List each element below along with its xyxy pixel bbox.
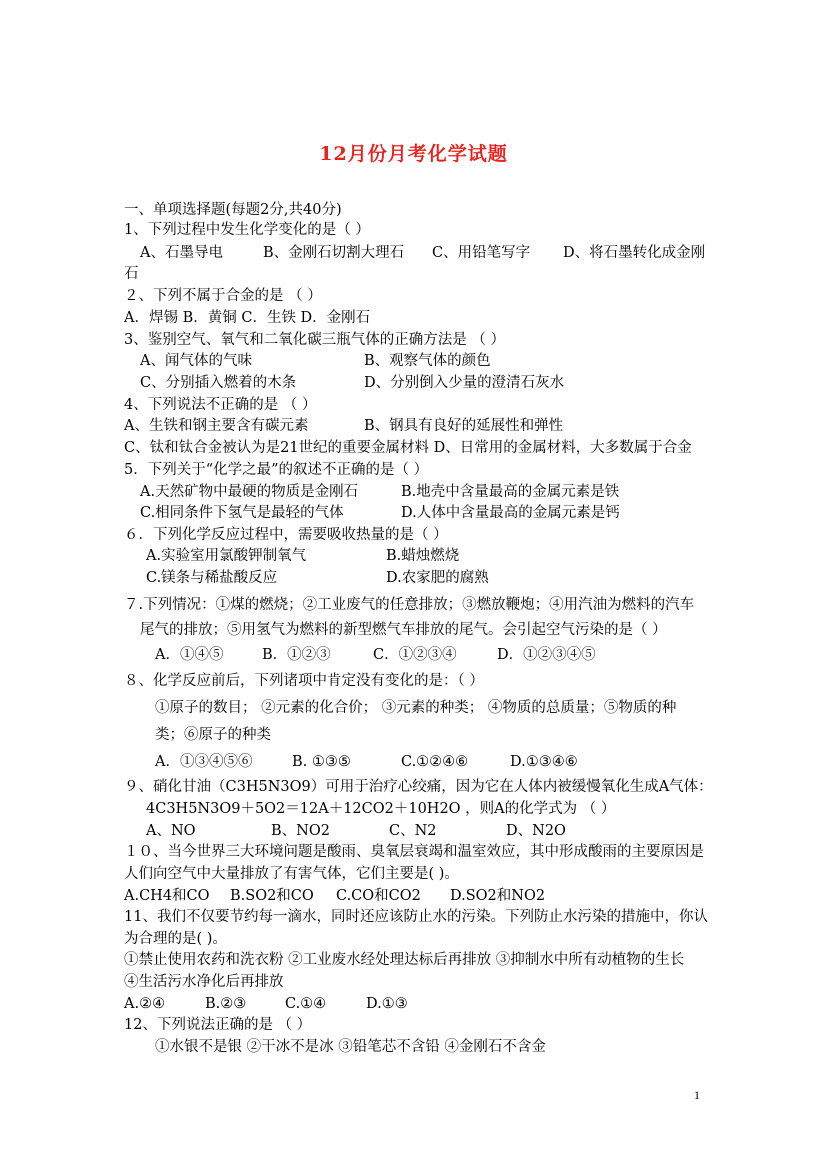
question-5-option-d: D.人体中含量最高的金属元素是钙 xyxy=(401,505,620,521)
question-7-stem: ７.下列情况：①煤的燃烧；②工业废气的任意排放；③燃放鞭炮；④用汽油为燃料的汽车 xyxy=(124,597,695,613)
question-1-stem: 1、下列过程中发生化学变化的是（ ） xyxy=(124,222,370,238)
question-5-stem: 5．下列关于“化学之最”的叙述不正确的是（ ） xyxy=(124,462,429,478)
question-5-option-a: A.天然矿物中最硬的物质是金刚石 xyxy=(140,484,359,500)
question-10-option-d: D.SO2和NO2 xyxy=(450,888,546,904)
question-7-option-a: A．①④⑤ xyxy=(155,647,224,663)
question-9-option-a: A、NO xyxy=(146,823,196,839)
question-9-equation: 4C3H5N3O9＋5O2＝12A＋12CO2＋10H2O ，则A的化学式为 （ ） xyxy=(146,801,616,817)
question-10-option-a: A.CH4和CO xyxy=(124,888,210,904)
question-11-option-c: C.①④ xyxy=(285,996,327,1012)
question-3-stem: 3、鉴别空气、氧气和二氧化碳三瓶气体的正确方法是 （ ） xyxy=(124,332,505,348)
question-6-stem: ６．下列化学反应过程中，需要吸收热量的是（ ） xyxy=(124,527,448,543)
question-11-stem: 11、我们不仅要节约每一滴水，同时还应该防止水的污染。下列防止水污染的措施中，你认 xyxy=(124,909,708,925)
question-2-stem: ２、下列不属于合金的是 （ ） xyxy=(124,288,322,304)
page-number: 1 xyxy=(694,1088,700,1102)
question-8-option-d: D.①③④⑥ xyxy=(510,754,578,770)
question-6-option-d: D.农家肥的腐熟 xyxy=(386,570,489,586)
question-9-option-c: C、N2 xyxy=(389,823,437,839)
question-5-option-c: C.相同条件下氢气是最轻的气体 xyxy=(140,505,344,521)
question-6-option-b: B.蜡烛燃烧 xyxy=(386,548,460,564)
question-9-option-b: B、NO2 xyxy=(271,823,330,839)
question-4-option-a: A、生铁和钢主要含有碳元素 xyxy=(124,418,309,434)
question-2-options: A．焊锡 B．黄铜 C．生铁 D．金刚石 xyxy=(124,310,371,326)
question-11-option-d: D.①③ xyxy=(366,996,408,1012)
question-12-items: ①水银不是银 ②干冰不是冰 ③铅笔芯不含铅 ④金刚石不含金 xyxy=(155,1039,546,1055)
question-8-stem: ８、化学反应前后，下列诸项中肯定没有变化的是：（ ） xyxy=(124,673,484,689)
question-9-stem: ９、硝化甘油（C3H5N3O9）可用于治疗心绞痛，因为它在人体内被缓慢氧化生成A气体： xyxy=(124,779,713,795)
question-8-items-cont: 类；⑥原子的种类 xyxy=(155,727,271,743)
question-11-items: ①禁止使用农药和洗衣粉 ②工业废水经处理达标后再排放 ③抑制水中所有动植物的生长 xyxy=(124,952,685,968)
question-8-option-c: C.①②④⑥ xyxy=(401,754,469,770)
question-11-stem-cont: 为合理的是( )。 xyxy=(124,931,227,947)
question-10-stem-cont: 人们向空气中大量排放了有害气体，它们主要是( )。 xyxy=(124,866,459,882)
question-7-option-c: C．①②③④ xyxy=(373,647,457,663)
question-7-option-b: B．①②③ xyxy=(262,647,331,663)
question-3-option-b: B、观察气体的颜色 xyxy=(364,353,491,369)
question-8-items: ①原子的数目； ②元素的化合价； ③元素的种类； ④物质的总质量；⑤物质的种 xyxy=(155,700,677,716)
question-6-option-a: A.实验室用氯酸钾制氧气 xyxy=(146,548,307,564)
question-12-stem: 12、下列说法正确的是 （ ） xyxy=(124,1017,312,1033)
question-7-option-d: D．①②③④⑤ xyxy=(497,647,596,663)
question-3-option-d: D、分别倒入少量的澄清石灰水 xyxy=(364,375,565,391)
question-11-option-a: A.②④ xyxy=(124,996,166,1012)
question-4-stem: 4、下列说法不正确的是 （ ） xyxy=(124,397,317,413)
question-4-options-cd: C、钛和钛合金被认为是21世纪的重要金属材料 D、日常用的金属材料，大多数属于合金 xyxy=(124,440,692,456)
question-9-option-d: D、N2O xyxy=(506,823,566,839)
question-7-stem-cont: 尾气的排放；⑤用氢气为燃料的新型燃气车排放的尾气。会引起空气污染的是（ ） xyxy=(140,622,667,638)
question-1-option-b: B、金刚石切割大理石 xyxy=(263,245,405,261)
page-title: 12月份月考化学试题 xyxy=(319,143,508,165)
question-3-option-c: C、分别插入燃着的木条 xyxy=(140,375,297,391)
question-11-items-cont: ④生活污水净化后再排放 xyxy=(124,974,284,990)
question-5-option-b: B.地壳中含量最高的金属元素是铁 xyxy=(401,484,620,500)
question-10-option-c: C.CO和CO2 xyxy=(336,888,421,904)
question-3-option-a: A、闻气体的气味 xyxy=(140,353,252,369)
question-1-option-c: C、用铅笔写字 xyxy=(432,245,531,261)
question-1-option-d-wrap: 石 xyxy=(124,266,139,282)
question-8-option-a: A．①③④⑤⑥ xyxy=(155,754,253,770)
question-4-option-b: B、钢具有良好的延展性和弹性 xyxy=(364,418,564,434)
question-1-option-d: D、将石墨转化成金刚 xyxy=(563,245,706,261)
question-10-stem: １０、当今世界三大环境问题是酸雨、臭氧层衰竭和温室效应，其中形成酸雨的主要原因是 xyxy=(124,844,704,860)
question-10-option-b: B.SO2和CO xyxy=(230,888,314,904)
question-11-option-b: B.②③ xyxy=(205,996,247,1012)
section-heading: 一、单项选择题(每题2分,共40分) xyxy=(124,202,342,218)
question-6-option-c: C.镁条与稀盐酸反应 xyxy=(146,570,278,586)
question-8-option-b: B. ①③⑤ xyxy=(292,754,351,770)
question-1-option-a: A、石墨导电 xyxy=(140,245,223,261)
